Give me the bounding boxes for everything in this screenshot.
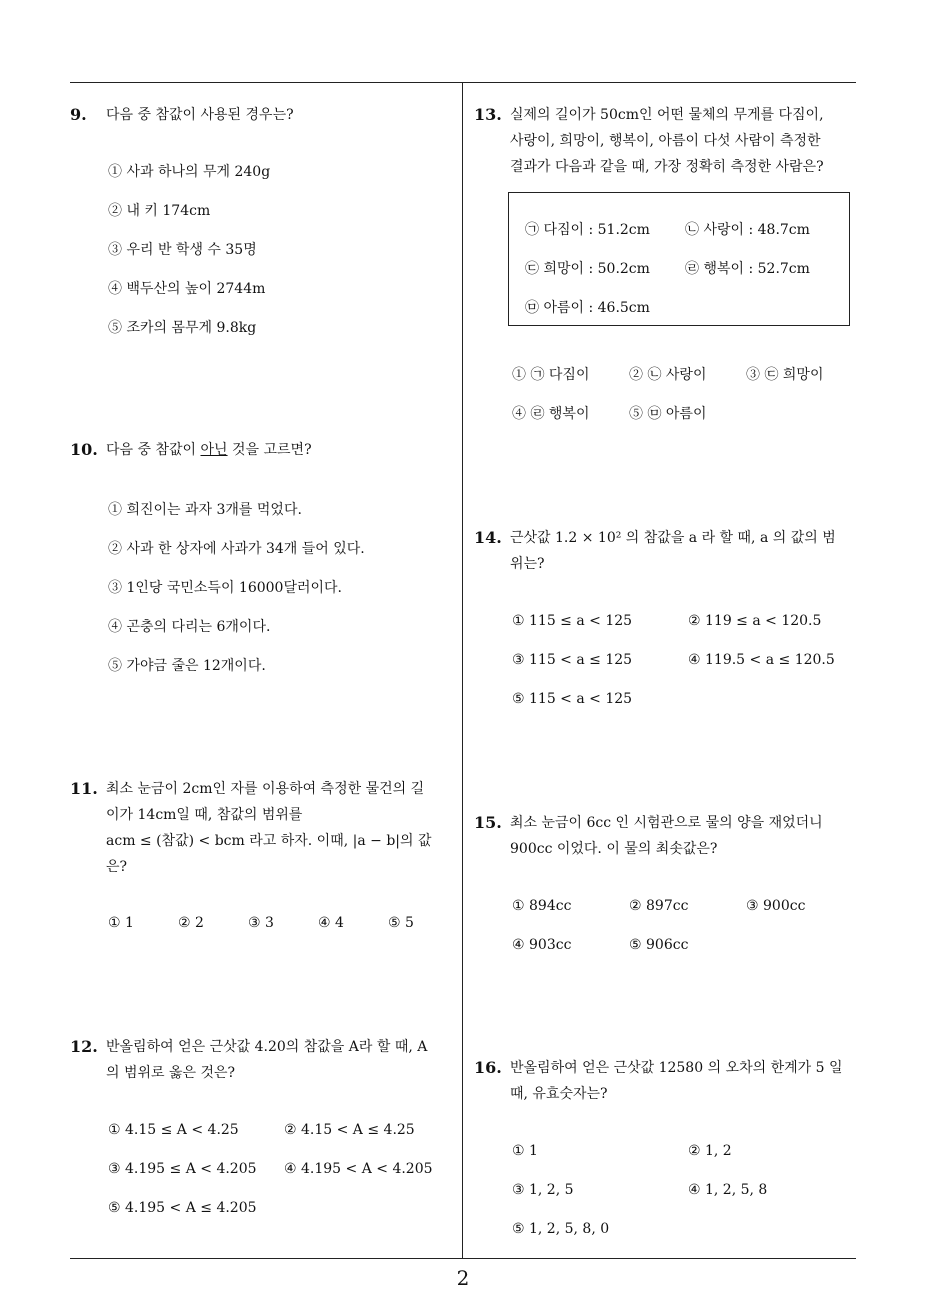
question-text-line: 최소 눈금이 2cm인 자를 이용하여 측정한 물건의 길 — [106, 781, 425, 797]
question-text-line: 최소 눈금이 6cc 인 시험관으로 물의 양을 재었더니 — [510, 815, 823, 831]
question-11 — [70, 776, 455, 931]
question-text-line: 의 범위로 옳은 것은? — [106, 1065, 236, 1081]
question-text-line: 때, 유효숫자는? — [510, 1086, 608, 1102]
option-4[interactable]: ④ 4.195 < A < 4.205 — [284, 1161, 433, 1177]
option-2[interactable]: ② 2 — [178, 915, 204, 931]
option-4[interactable]: ④ 1, 2, 5, 8 — [688, 1182, 768, 1198]
box-item-3: ㉢ 희망이 : 50.2cm — [525, 261, 650, 277]
option-3[interactable]: ③ 115 < a ≤ 125 — [512, 652, 633, 668]
underlined-word: 아닌 — [200, 442, 228, 458]
top-rule — [70, 82, 856, 83]
question-number: 13. — [474, 105, 502, 124]
option-1[interactable]: ① ㉠ 다짐이 — [512, 367, 590, 383]
option-3[interactable]: ③ ㉢ 희망이 — [746, 367, 824, 383]
column-divider — [462, 82, 463, 1258]
option-2[interactable]: ② ㉡ 사랑이 — [629, 367, 707, 383]
option-3[interactable]: ③ 900cc — [746, 898, 806, 914]
question-text-line: 결과가 다음과 같을 때, 가장 정확히 측정한 사람은? — [510, 159, 824, 175]
option-2[interactable]: ② 내 키 174cm — [108, 203, 211, 219]
question-text: 다음 중 참값이 사용된 경우는? — [106, 107, 294, 123]
option-5[interactable]: ⑤ 1, 2, 5, 8, 0 — [512, 1221, 610, 1237]
question-12 — [70, 1034, 455, 1216]
option-5[interactable]: ⑤ 5 — [388, 915, 414, 931]
question-14 — [474, 525, 859, 707]
option-4[interactable]: ④ 곤충의 다리는 6개이다. — [108, 619, 271, 635]
box-item-5: ㉤ 아름이 : 46.5cm — [525, 300, 650, 316]
option-2[interactable]: ② 897cc — [629, 898, 689, 914]
box-item-4: ㉣ 행복이 : 52.7cm — [685, 261, 810, 277]
option-4[interactable]: ④ ㉣ 행복이 — [512, 406, 590, 422]
option-2[interactable]: ② 사과 한 상자에 사과가 34개 들어 있다. — [108, 541, 365, 557]
option-1[interactable]: ① 1 — [108, 915, 134, 931]
option-2[interactable]: ② 1, 2 — [688, 1143, 732, 1159]
question-number: 9. — [70, 105, 87, 124]
question-text-line: 이가 14cm일 때, 참값의 범위를 — [106, 807, 303, 823]
question-15 — [474, 810, 859, 953]
option-1[interactable]: ① 1 — [512, 1143, 538, 1159]
option-1[interactable]: ① 115 ≤ a < 125 — [512, 613, 633, 629]
option-4[interactable]: ④ 백두산의 높이 2744m — [108, 281, 266, 297]
question-text-line: 근삿값 1.2 × 10² 의 참값을 a 라 할 때, a 의 값의 범 — [510, 530, 836, 546]
option-5[interactable]: ⑤ 115 < a < 125 — [512, 691, 633, 707]
question-number: 15. — [474, 813, 502, 832]
question-13 — [474, 102, 859, 422]
option-5[interactable]: ⑤ ㉤ 아름이 — [629, 406, 707, 422]
option-2[interactable]: ② 4.15 < A ≤ 4.25 — [284, 1122, 415, 1138]
question-number: 16. — [474, 1058, 502, 1077]
option-1[interactable]: ① 사과 하나의 무게 240g — [108, 164, 271, 180]
question-text-line: 위는? — [510, 556, 545, 572]
bottom-rule — [70, 1258, 856, 1259]
option-5[interactable]: ⑤ 906cc — [629, 937, 689, 953]
question-text-line: 은? — [106, 859, 128, 875]
option-3[interactable]: ③ 3 — [248, 915, 274, 931]
option-5[interactable]: ⑤ 가야금 줄은 12개이다. — [108, 658, 266, 674]
option-1[interactable]: ① 4.15 ≤ A < 4.25 — [108, 1122, 239, 1138]
option-3[interactable]: ③ 우리 반 학생 수 35명 — [108, 242, 257, 258]
option-3[interactable]: ③ 4.195 ≤ A < 4.205 — [108, 1161, 257, 1177]
question-text-part: 다음 중 참값이 — [106, 442, 201, 458]
measurement-box — [508, 192, 850, 326]
question-number: 14. — [474, 528, 502, 547]
question-number: 10. — [70, 440, 98, 459]
question-text-line: 반올림하여 얻은 근삿값 4.20의 참값을 A라 할 때, A — [106, 1039, 428, 1055]
box-item-2: ㉡ 사랑이 : 48.7cm — [685, 222, 810, 238]
option-1[interactable]: ① 894cc — [512, 898, 572, 914]
option-3[interactable]: ③ 1, 2, 5 — [512, 1182, 574, 1198]
question-text-line: acm ≤ (참값) < bcm 라고 하자. 이때, |a − b|의 값 — [106, 833, 432, 849]
question-text-line: 반올림하여 얻은 근삿값 12580 의 오차의 한계가 5 일 — [510, 1060, 843, 1076]
question-text-line: 실제의 길이가 50cm인 어떤 물체의 무게를 다짐이, — [510, 107, 824, 123]
option-1[interactable]: ① 희진이는 과자 3개를 먹었다. — [108, 502, 302, 518]
question-text-part: 것을 고르면? — [227, 442, 312, 458]
option-4[interactable]: ④ 119.5 < a ≤ 120.5 — [688, 652, 835, 668]
question-10 — [70, 437, 455, 674]
question-9 — [70, 102, 455, 336]
option-2[interactable]: ② 119 ≤ a < 120.5 — [688, 613, 822, 629]
box-item-1: ㉠ 다짐이 : 51.2cm — [525, 222, 650, 238]
option-5[interactable]: ⑤ 4.195 < A ≤ 4.205 — [108, 1200, 257, 1216]
option-5[interactable]: ⑤ 조카의 몸무게 9.8kg — [108, 320, 257, 336]
option-3[interactable]: ③ 1인당 국민소득이 16000달러이다. — [108, 580, 343, 596]
option-4[interactable]: ④ 4 — [318, 915, 344, 931]
option-4[interactable]: ④ 903cc — [512, 937, 572, 953]
question-16 — [474, 1055, 859, 1237]
question-text-line: 900cc 이었다. 이 물의 최솟값은? — [510, 841, 718, 857]
question-number: 12. — [70, 1037, 98, 1056]
question-text — [106, 437, 455, 463]
question-text-line: 사랑이, 희망이, 행복이, 아름이 다섯 사람이 측정한 — [510, 133, 821, 149]
question-number: 11. — [70, 779, 98, 798]
page-number: 2 — [456, 1266, 470, 1290]
